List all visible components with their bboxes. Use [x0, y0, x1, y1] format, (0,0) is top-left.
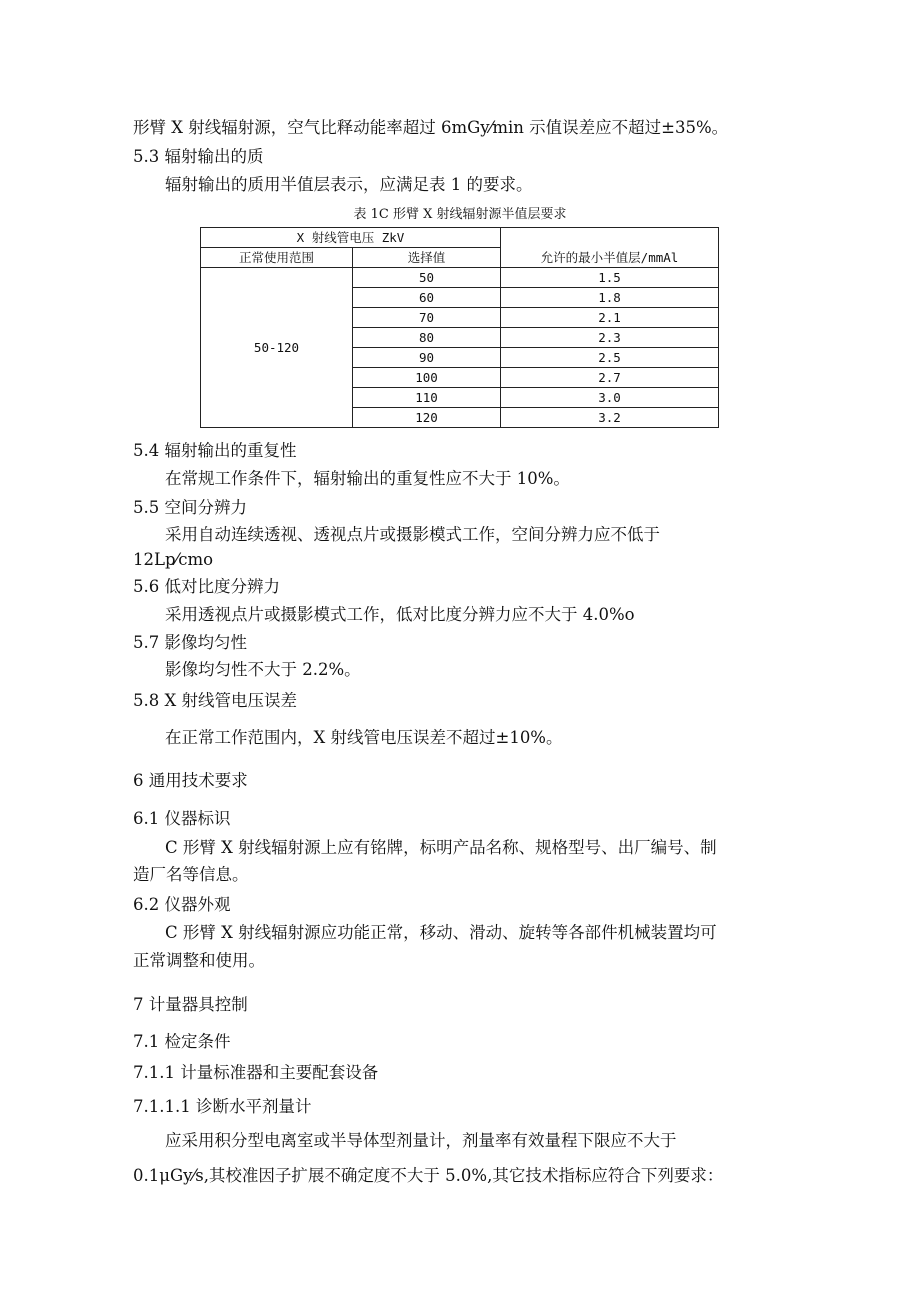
paragraph-5-8: 在正常工作范围内，X 射线管电压误差不超过±10%。	[165, 728, 563, 747]
section-heading-5-6: 5.6 低对比度分辨力	[133, 577, 280, 596]
section-heading-7-1-1: 7.1.1 计量标准器和主要配套设备	[133, 1063, 379, 1082]
hvl-cell: 2.3	[501, 328, 719, 348]
kv-cell: 60	[353, 288, 501, 308]
hvl-requirements-table	[200, 227, 719, 428]
section-heading-7-1: 7.1 检定条件	[133, 1032, 231, 1051]
paragraph-5-5-line2: 12Lp⁄cmo	[133, 550, 214, 569]
chapter-heading-6: 6 通用技术要求	[133, 771, 248, 790]
hvl-cell: 3.2	[501, 408, 719, 428]
text-line-continuation: 形臂 X 射线辐射源，空气比释动能率超过 6mGy⁄min 示值误差应不超过±35%。	[133, 118, 729, 137]
kv-cell: 90	[353, 348, 501, 368]
paragraph-6-1-line1: C 形臂 X 射线辐射源上应有铭牌，标明产品名称、规格型号、出厂编号、制	[165, 838, 717, 857]
section-heading-5-8: 5.8 X 射线管电压误差	[133, 691, 297, 710]
kv-cell: 80	[353, 328, 501, 348]
header-min-hvl: 允许的最小半值层/mmAl	[501, 228, 719, 268]
section-heading-6-1: 6.1 仪器标识	[133, 809, 231, 828]
paragraph-6-1-line2: 造厂名等信息。	[133, 865, 249, 884]
table-header-row	[201, 228, 719, 248]
paragraph-6-2-line1: C 形臂 X 射线辐射源应功能正常，移动、滑动、旋转等各部件机械装置均可	[165, 923, 717, 942]
kv-cell: 100	[353, 368, 501, 388]
section-heading-5-4: 5.4 辐射输出的重复性	[133, 441, 297, 460]
section-heading-7-1-1-1: 7.1.1.1 诊断水平剂量计	[133, 1097, 312, 1116]
section-heading-5-7: 5.7 影像均匀性	[133, 633, 247, 652]
hvl-cell: 2.7	[501, 368, 719, 388]
hvl-cell: 3.0	[501, 388, 719, 408]
section-heading-6-2: 6.2 仪器外观	[133, 895, 231, 914]
hvl-cell: 1.5	[501, 268, 719, 288]
kv-cell: 70	[353, 308, 501, 328]
paragraph-5-3: 辐射输出的质用半值层表示，应满足表 1 的要求。	[165, 175, 533, 194]
kv-cell: 120	[353, 408, 501, 428]
hvl-cell: 1.8	[501, 288, 719, 308]
chapter-heading-7: 7 计量器具控制	[133, 995, 248, 1014]
range-cell: 50-120	[201, 268, 353, 428]
header-selected-value: 选择值	[353, 248, 501, 268]
paragraph-6-2-line2: 正常调整和使用。	[133, 951, 265, 970]
section-heading-5-3: 5.3 辐射输出的质	[133, 147, 264, 166]
header-voltage: X 射线管电压 ZkV	[201, 228, 501, 248]
paragraph-7-1-1-1-line1: 应采用积分型电离室或半导体型剂量计，剂量率有效量程下限应不大于	[165, 1131, 677, 1150]
kv-cell: 50	[353, 268, 501, 288]
table-caption: 表 1C 形臂 X 射线辐射源半值层要求	[353, 207, 567, 222]
hvl-cell: 2.1	[501, 308, 719, 328]
paragraph-7-1-1-1-line2: 0.1μGy⁄s,其校准因子扩展不确定度不大于 5.0%,其它技术指标应符合下列要求：	[133, 1166, 724, 1185]
paragraph-5-6: 采用透视点片或摄影模式工作，低对比度分辨力应不大于 4.0%o	[165, 605, 635, 624]
kv-cell: 110	[353, 388, 501, 408]
paragraph-5-4: 在常规工作条件下，辐射输出的重复性应不大于 10%。	[165, 469, 570, 488]
section-heading-5-5: 5.5 空间分辨力	[133, 498, 247, 517]
header-normal-range: 正常使用范围	[201, 248, 353, 268]
hvl-cell: 2.5	[501, 348, 719, 368]
paragraph-5-5-line1: 采用自动连续透视、透视点片或摄影模式工作，空间分辨力应不低于	[165, 525, 660, 544]
paragraph-5-7: 影像均匀性不大于 2.2%。	[165, 660, 361, 679]
table-row	[201, 268, 719, 288]
